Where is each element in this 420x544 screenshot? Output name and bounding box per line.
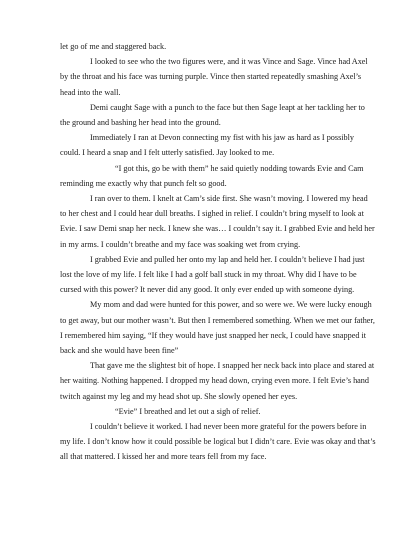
paragraph: My mom and dad were hunted for this power, and so were we. We were lucky enough to get away, but our mother wasn’t. But then I remembered something. When we met our father, I remembered him saying, “If they would have just snapped her neck, I could have snapped it back and she would have been fine” [60,300,375,356]
paragraph: I couldn’t believe it worked. I had never been more grateful for the powers before in my life. I don’t know how it could possible be logical but I didn’t care. Evie was okay and that’s all that mattered. I kissed her and more tears fell from my face. [60,422,376,462]
body-text [60,39,376,465]
paragraph: That gave me the slightest bit of hope. I snapped her neck back into place and stared at her waiting. Nothing happened. I dropped my head down, crying even more. I felt Evie’s hand twitch against my leg and my head shot up. She slowly opened her eyes. [60,361,375,401]
paragraph: Demi caught Sage with a punch to the face but then Sage leapt at her tackling her to the ground and bashing her head into the ground. [60,102,365,128]
paragraph: “Evie” I breathed and let out a sigh of relief. [115,406,261,416]
paragraph: “I got this, go be with them” he said quietly nodding towards Evie and Cam reminding me exactly why that punch felt so good. [60,163,364,188]
paragraph: I ran over to them. I knelt at Cam’s side first. She wasn’t moving. I lowered my head to her chest and I could hear dull breaths. I sighed in relief. I couldn’t bring myself to look at Evie. I saw Demi snap her neck. I knew she was… I couldn’t say it. I grabbed Evie and held her in my arms. I couldn’t breathe and my face was soaking wet from crying. [60,194,375,249]
paragraph: I looked to see who the two figures were, and it was Vince and Sage. Vince had Axel by the throat and his face was turning purple. Vince then started repeatedly smashing Axel’s head into the wall. [60,57,368,97]
paragraph: Immediately I ran at Devon connecting my fist with his jaw as hard as I possibly could. I heard a snap and I felt utterly satisfied. Jay looked to me. [60,133,354,158]
paragraph: let go of me and staggered back. [60,42,167,51]
paragraph: I grabbed Evie and pulled her onto my lap and held her. I couldn’t believe I had just lost the love of my life. I felt like I had a golf ball stuck in my throat. Why did I have to be cursed with this power? It never did any good. It only ever ended up with someone dying. [60,254,365,295]
